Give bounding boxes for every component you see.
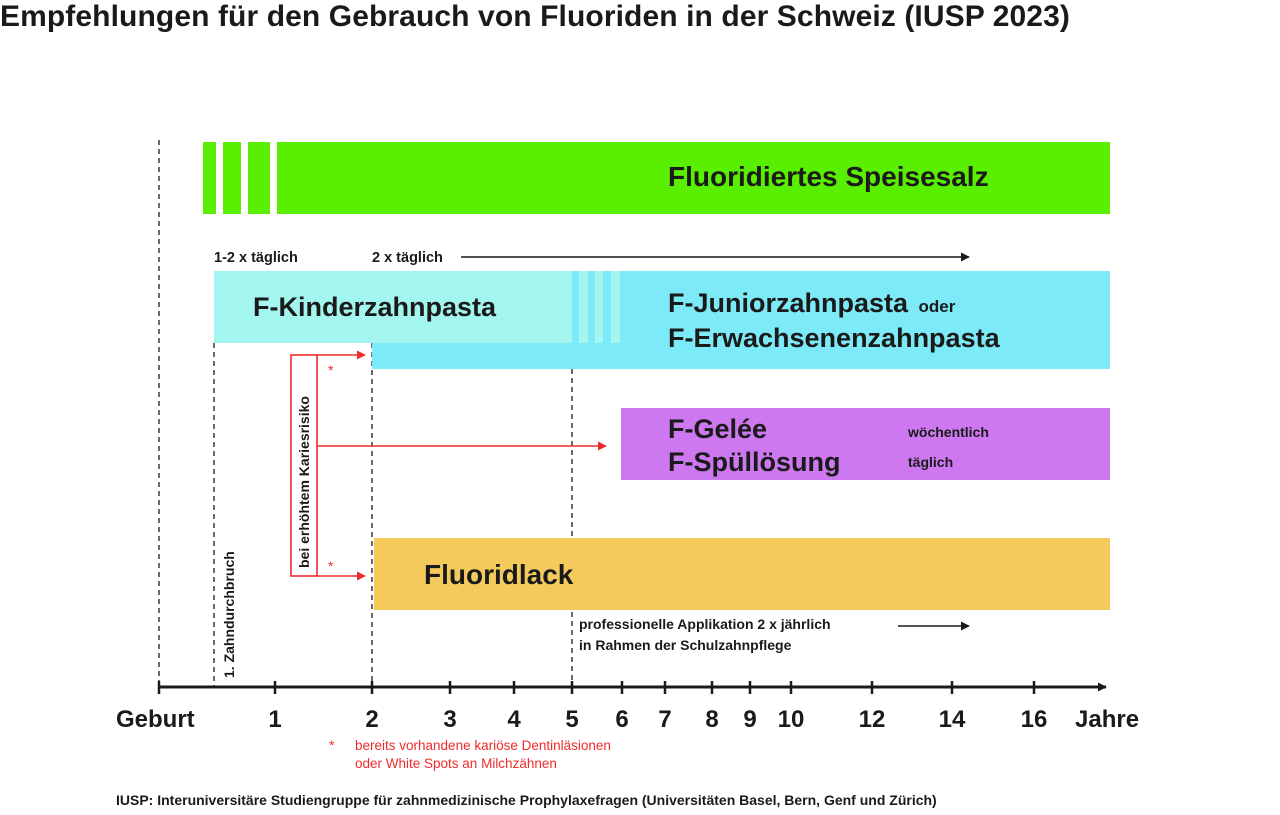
axis-tick-label: 2 <box>365 706 379 733</box>
axis-tick-label: 9 <box>743 706 757 733</box>
axis-tick-label: 16 <box>1020 706 1048 733</box>
axis-tick-label: 8 <box>705 706 719 733</box>
varnish-label: Fluoridlack <box>424 559 574 590</box>
footnote <box>329 737 611 771</box>
frequency-early-label: 1-2 x täglich <box>214 250 298 266</box>
axis-tick-label: 7 <box>658 706 672 733</box>
gel-rinse-band <box>621 408 1110 480</box>
varnish-note-line2: in Rahmen der Schulzahnpflege <box>579 637 792 653</box>
junior-paste-label: F-Juniorzahnpasta <box>668 288 909 318</box>
footer-note: IUSP: Interuniversitäre Studiengruppe für zahnmedizinische Prophylaxefragen (Universitäten Basel, Bern, Genf und Zürich) <box>116 792 937 808</box>
rinse-frequency-label: täglich <box>908 454 954 470</box>
paste-transition-stripe <box>595 271 603 343</box>
axis-tick-label: 12 <box>858 706 886 733</box>
varnish-band <box>374 538 1110 653</box>
footnote-line1: bereits vorhandene kariöse Dentinläsionen <box>355 738 611 753</box>
risk-asterisk-varnish: * <box>328 558 334 574</box>
footnote-line2: oder White Spots an Milchzähnen <box>355 756 557 771</box>
paste-transition-stripe <box>579 271 588 343</box>
axis-tick-labels <box>268 706 1047 733</box>
toothpaste-frequency <box>214 250 969 266</box>
gel-label: F-Gelée <box>668 414 768 444</box>
axis-unit-label: Jahre <box>1075 706 1140 733</box>
frequency-later-label: 2 x täglich <box>372 250 443 266</box>
gel-frequency-label: wöchentlich <box>908 424 989 440</box>
salt-band-stripe <box>203 142 216 214</box>
footnote-asterisk: * <box>329 737 335 753</box>
varnish-note-line1: professionelle Applikation 2 x jährlich <box>579 616 831 632</box>
salt-band <box>203 142 1110 214</box>
axis-tick-label: 1 <box>268 706 282 733</box>
axis-tick-label: 5 <box>565 706 579 733</box>
paste-transition-stripe <box>611 271 620 343</box>
time-axis <box>116 681 1139 733</box>
paste-oder-label: oder <box>918 297 956 316</box>
risk-asterisk-paste: * <box>328 362 334 378</box>
salt-band-stripe <box>223 142 241 214</box>
axis-tick-label: 4 <box>507 706 521 733</box>
salt-band-stripe <box>248 142 270 214</box>
kids-paste-label: F-Kinderzahnpasta <box>253 292 497 322</box>
adult-paste-label: F-Erwachsenenzahnpasta <box>668 323 1000 353</box>
first-tooth-label: 1. Zahndurchbruch <box>221 551 237 678</box>
salt-band-label: Fluoridiertes Speisesalz <box>668 161 989 192</box>
axis-tick-label: 3 <box>443 706 457 733</box>
axis-start-label: Geburt <box>116 706 195 733</box>
risk-label: bei erhöhtem Kariesrisiko <box>296 396 312 568</box>
axis-tick-label: 6 <box>615 706 629 733</box>
rinse-label: F-Spüllösung <box>668 447 841 477</box>
page-title: Empfehlungen für den Gebrauch von Fluoriden in der Schweiz (IUSP 2023) <box>0 0 1070 33</box>
axis-tick-label: 14 <box>938 706 966 733</box>
axis-tick-label: 10 <box>777 706 805 733</box>
